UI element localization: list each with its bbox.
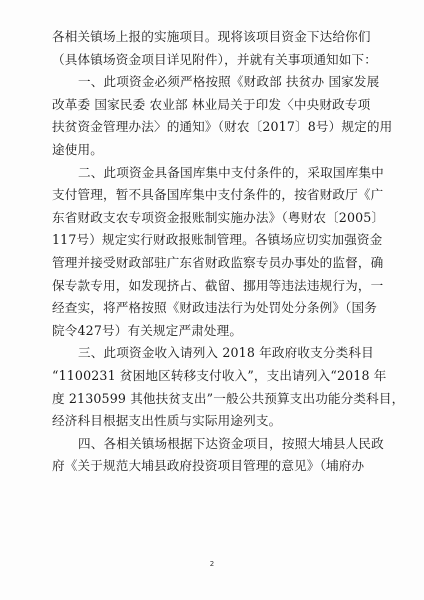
text-line: 三、此项资金收入请列入 2018 年政府收支分类科目 bbox=[78, 345, 374, 361]
page-number: 2 bbox=[209, 560, 215, 568]
text-line: 一、此项资金必须严格按照《财政部 扶贫办 国家发展 bbox=[78, 74, 380, 90]
text-line: 改革委 国家民委 农业部 林业局关于印发〈中央财政专项 bbox=[52, 96, 371, 112]
text-line: 各相关镇场上报的实施项目。现将该项目资金下达给你们 bbox=[52, 29, 371, 44]
text-line: 支付管理，暂不具备国库集中支付条件的，按省财政厅《广 bbox=[52, 187, 384, 203]
text-line: 东省财政支农专项资金报账制实施办法》（粤财农〔2005〕 bbox=[52, 209, 385, 225]
text-line: 院令427号）有关规定严肃处理。 bbox=[52, 322, 243, 338]
text-line: （具体镇场资金项目详见附件），并就有关事项通知如下： bbox=[52, 51, 378, 67]
text-line: 117号）规定实行财政报账制管理。各镇场应切实加强资金 bbox=[52, 232, 383, 248]
text-line: “1100231 贫困地区转移支付收入”，支出请列入“2018 年 bbox=[52, 367, 387, 383]
text-line: 府《关于规范大埔县政府投资项目管理的意见》（埔府办 bbox=[52, 458, 365, 474]
text-line: 度 2130599 其他扶贫支出”一般公共预算支出功能分类科目， bbox=[52, 390, 405, 406]
text-line: 管理并接受财政部驻广东省财政监察专员办事处的监督，确 bbox=[52, 254, 384, 270]
text-line: 途使用。 bbox=[52, 141, 103, 157]
text-line: 扶贫资金管理办法〉的通知》（财农〔2017〕8号）规定的用 bbox=[52, 119, 393, 135]
text-line: 二、此项资金具备国库集中支付条件的，采取国库集中 bbox=[78, 164, 384, 180]
text-line: 四、各相关镇场根据下达资金项目，按照大埔县人民政 bbox=[78, 435, 384, 451]
text-line: 保专款专用，如发现挤占、截留、挪用等违法违规行为，一 bbox=[52, 277, 384, 293]
text-line: 经济科目根据支出性质与实际用途列支。 bbox=[52, 413, 282, 429]
text-line: 经查实，将严格按照《财政违法行为处罚处分条例》（国务 bbox=[52, 300, 378, 316]
body-text bbox=[52, 26, 405, 478]
